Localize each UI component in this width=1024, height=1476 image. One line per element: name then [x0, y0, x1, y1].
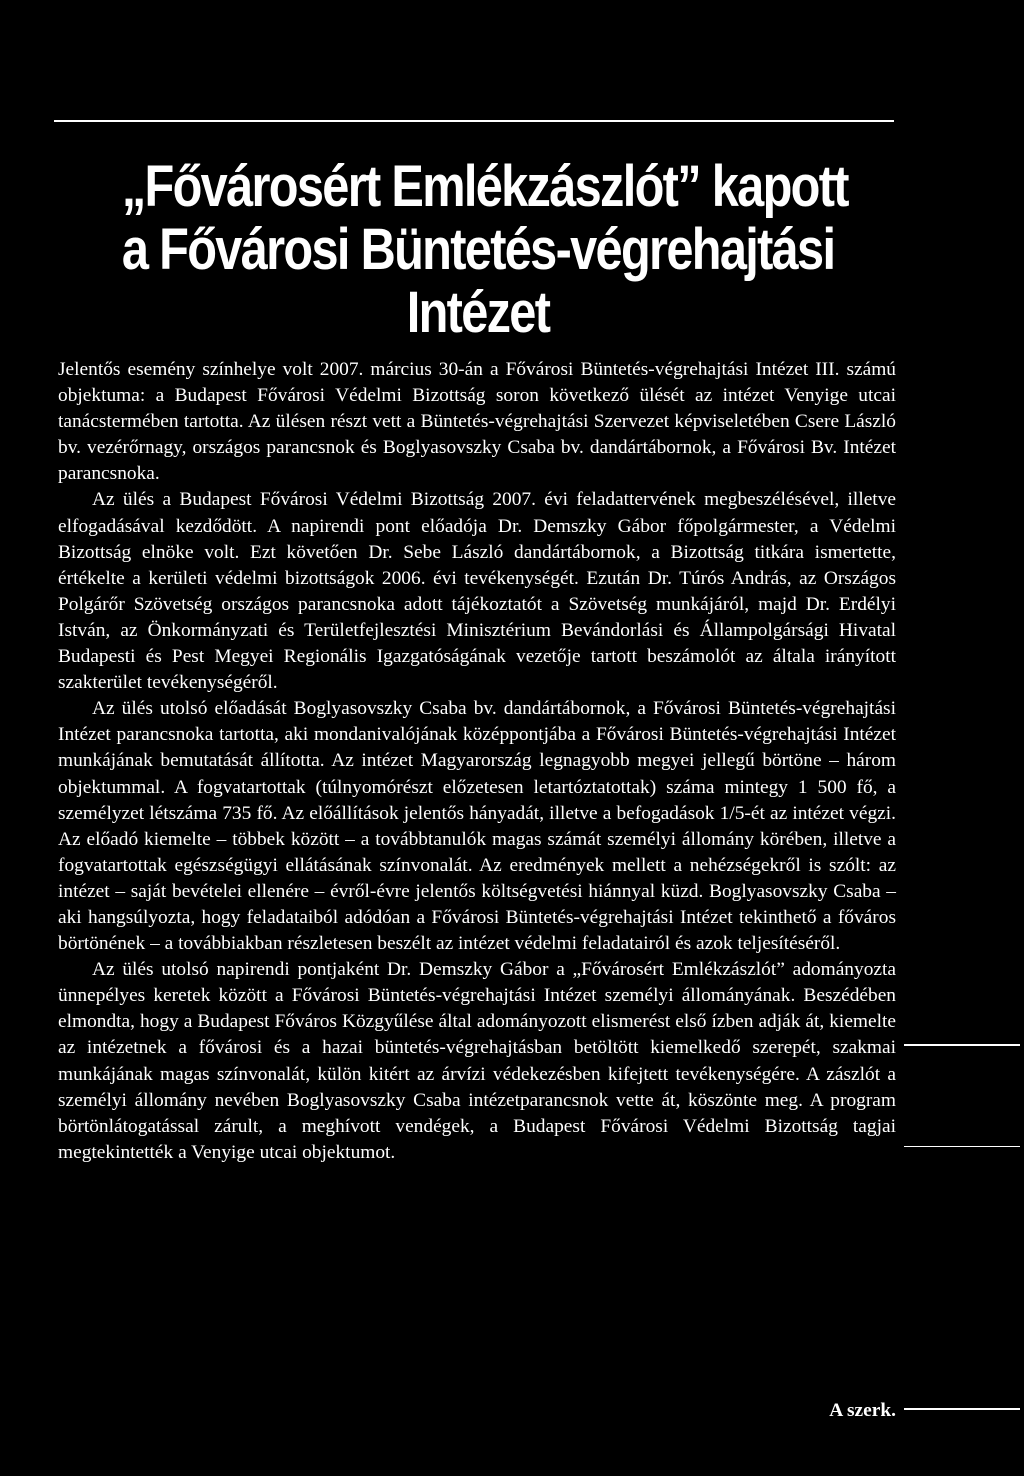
headline-line-1: „Fővárosért Emlékzászlót” kapott [121, 154, 848, 219]
article-paragraph-3: Az ülés utolsó előadását Boglyasovszky Csaba bv. dandártábornok, a Fővárosi Büntetés-végrehajtási Intézet parancsnoka tartotta, aki mondanivalójának középpontjába a Fővárosi Büntetés-végrehajtási Intézet munkájának bemutatását állította. Az intézet Magyarország legnagyobb megyei jellegű börtöne – három objektummal. A fogvatartottak (túlnyomórészt előzetesen letartóztatottak) száma mintegy 1 500 fő, a személyzet létszáma 735 fő. Az előállítások jelentős hányadát, illetve a befogadások 1/5-ét az intézet végzi. Az előadó kiemelte – többek között – a továbbtanulók magas számát személyi állomány körében, illetve a fogvatartottak egészségügyi ellátásának színvonalát. Az eredmények mellett a nehézségekről is szólt: az intézet – saját bevételei ellenére – évről-évre jelentős költségvetési hiánnyal küzd. Boglyasovszky Csaba – aki hangsúlyozta, hogy feladataiból adódóan a Fővárosi Büntetés-végrehajtási Intézet tekinthető a főváros börtönének – a továbbiakban részletesen beszélt az intézet védelmi feladatairól és azok teljesítéséről. [58, 698, 896, 955]
side-column-divider [904, 1146, 1020, 1147]
article-paragraph-1: Jelentős esemény színhelye volt 2007. március 30-án a Fővárosi Büntetés-végrehajtási Intézet III. számú objektuma: a Budapest Fővárosi Védelmi Bizottság soron következő ülését az intézet Venyige utcai tanácstermében tartotta. Az ülésen részt vett a Büntetés-végrehajtási Szervezet képviseletében Csere László bv. vezérőrnagy, országos parancsnok és Boglyasovszky Csaba bv. dandártábornok, a Fővárosi Bv. Intézet parancsnoka. [58, 359, 896, 485]
article-paragraph-4: Az ülés utolsó napirendi pontjaként Dr. Demszky Gábor a „Fővárosért Emlékzászlót” adományozta ünnepélyes keretek között a Fővárosi Büntetés-végrehajtási Intézet személyi állományának. Beszédében elmondta, hogy a Budapest Főváros Közgyűlése által adományozott elismerést első ízben adják át, kiemelte az intézetnek a fővárosi és a hazai büntetés-végrehajtásban betöltött kiemelkedő szerepét, szakmai munkájának magas színvonalát, külön kitért az árvízi védekezésben kifejtett tevékenységére. A zászlót a személyi állomány nevében Boglyasovszky Csaba intézetparancsnok vette át, köszönte meg. A program börtönlátogatással zárult, a meghívott vendégek, a Budapest Fővárosi Védelmi Bizottság tagjai megtekintették a Venyige utcai objektumot. [58, 959, 896, 1163]
headline-line-3: Intézet [406, 280, 550, 345]
top-rule [54, 120, 894, 122]
side-column-frame [904, 1044, 1020, 1410]
article-headline [121, 154, 848, 345]
article-body [58, 357, 896, 1166]
article-paragraph-2: Az ülés a Budapest Fővárosi Védelmi Bizottság 2007. évi feladattervének megbeszélésével, illetve elfogadásával kezdődött. A napirendi pont előadója Dr. Demszky Gábor főpolgármester, a Védelmi Bizottság elnöke volt. Ezt követően Dr. Sebe László dandártábornok, a Bizottság titkára ismertette, értékelte a kerületi védelmi bizottságok 2006. évi tevékenységét. Ezután Dr. Túrós András, az Országos Polgárőr Szövetség országos parancsnoka adott tájékoztatót a Szövetség munkájáról, majd Dr. Erdélyi István, az Önkormányzati és Területfejlesztési Minisztérium Bevándorlási és Állampolgársági Hivatal Budapesti és Pest Megyei Regionális Igazgatóságának vezetője tartott beszámolót az általa irányított szakterület tevékenységéről. [58, 489, 896, 694]
article-signature: A szerk. [829, 1400, 896, 1421]
headline-line-2: a Fővárosi Büntetés-végrehajtási [121, 217, 835, 282]
